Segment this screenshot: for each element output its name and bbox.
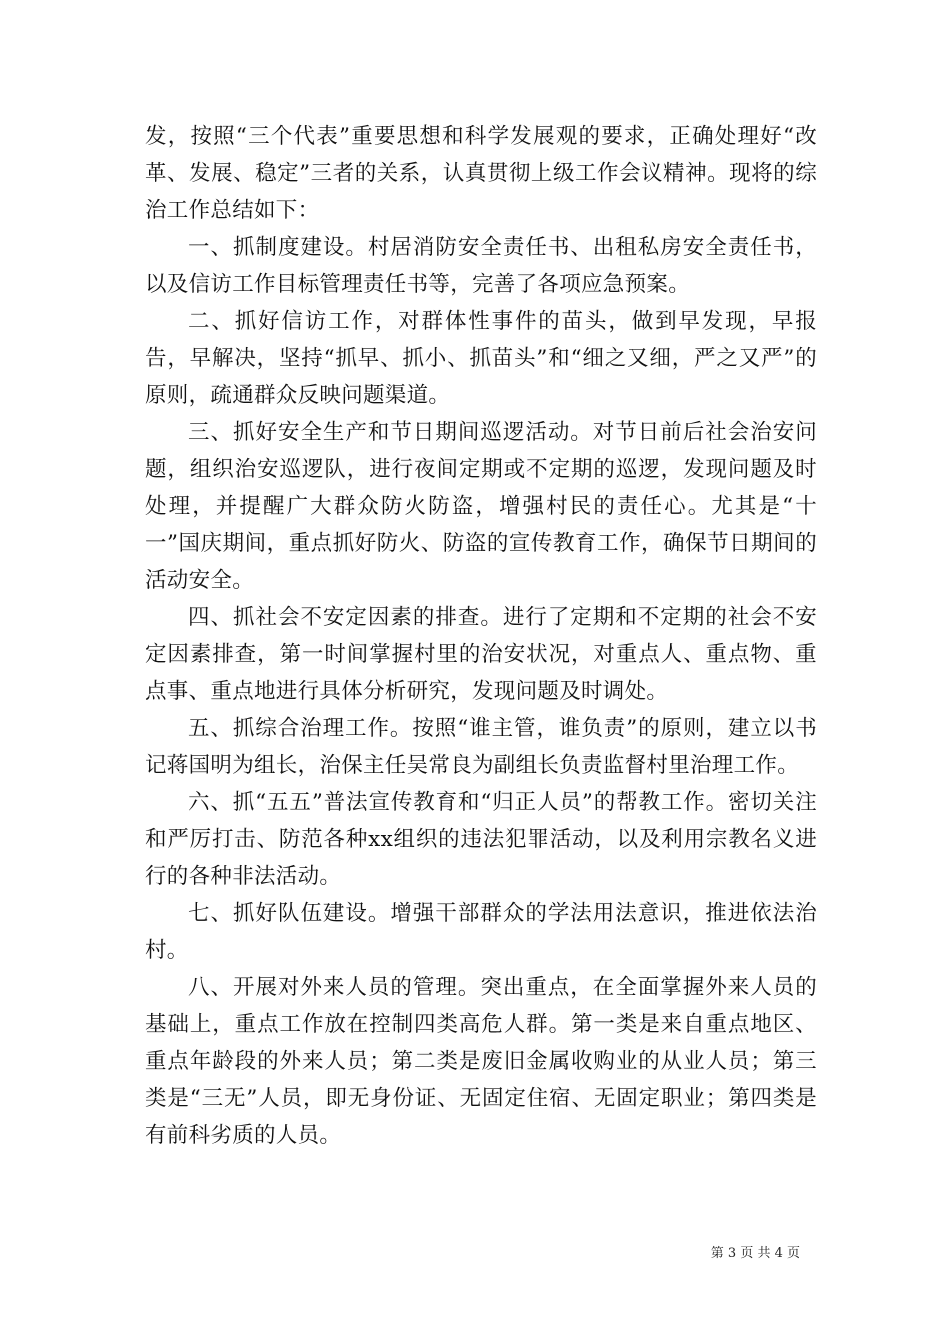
paragraph-item-2: 二、抓好信访工作，对群体性事件的苗头，做到早发现，早报告，早解决，坚持“抓早、抓小、抓苗头”和“细之又细，严之又严”的原则，疏通群众反映问题渠道。	[145, 309, 817, 408]
paragraph-item-8: 八、开展对外来人员的管理。突出重点，在全面掌握外来人员的基础上，重点工作放在控制四类高危人群。第一类是来自重点地区、重点年龄段的外来人员；第二类是废旧金属收购业的从业人员；第三类是“三无”人员，即无身份证、无固定住宿、无固定职业；第四类是有前科劣质的人员。	[145, 975, 817, 1148]
paragraph-item-5: 五、抓综合治理工作。按照“谁主管，谁负责”的原则，建立以书记蒋国明为组长，治保主任吴常良为副组长负责监督村里治理工作。	[145, 716, 817, 778]
paragraph-item-7: 七、抓好队伍建设。增强干部群众的学法用法意识，推进依法治村。	[145, 901, 817, 963]
page-number-footer: 第 3 页 共 4 页	[710, 1246, 800, 1261]
paragraph-intro: 发，按照“三个代表”重要思想和科学发展观的要求，正确处理好“改革、发展、稳定”三者的关系，认真贯彻上级工作会议精神。现将的综治工作总结如下：	[145, 124, 817, 223]
paragraph-item-1: 一、抓制度建设。村居消防安全责任书、出租私房安全责任书，以及信访工作目标管理责任书等，完善了各项应急预案。	[145, 235, 817, 297]
paragraph-item-4: 四、抓社会不安定因素的排查。进行了定期和不定期的社会不安定因素排查，第一时间掌握村里的治安状况，对重点人、重点物、重点事、重点地进行具体分析研究，发现问题及时调处。	[145, 605, 817, 704]
document-body	[145, 118, 817, 1154]
paragraph-item-3: 三、抓好安全生产和节日期间巡逻活动。对节日前后社会治安问题，组织治安巡逻队，进行夜间定期或不定期的巡逻，发现问题及时处理，并提醒广大群众防火防盗，增强村民的责任心。尤其是“十一”国庆期间，重点抓好防火、防盗的宣传教育工作，确保节日期间的活动安全。	[145, 420, 817, 593]
paragraph-item-6: 六、抓“五五”普法宣传教育和“归正人员”的帮教工作。密切关注和严厉打击、防范各种xx组织的违法犯罪活动，以及利用宗教名义进行的各种非法活动。	[145, 790, 817, 889]
